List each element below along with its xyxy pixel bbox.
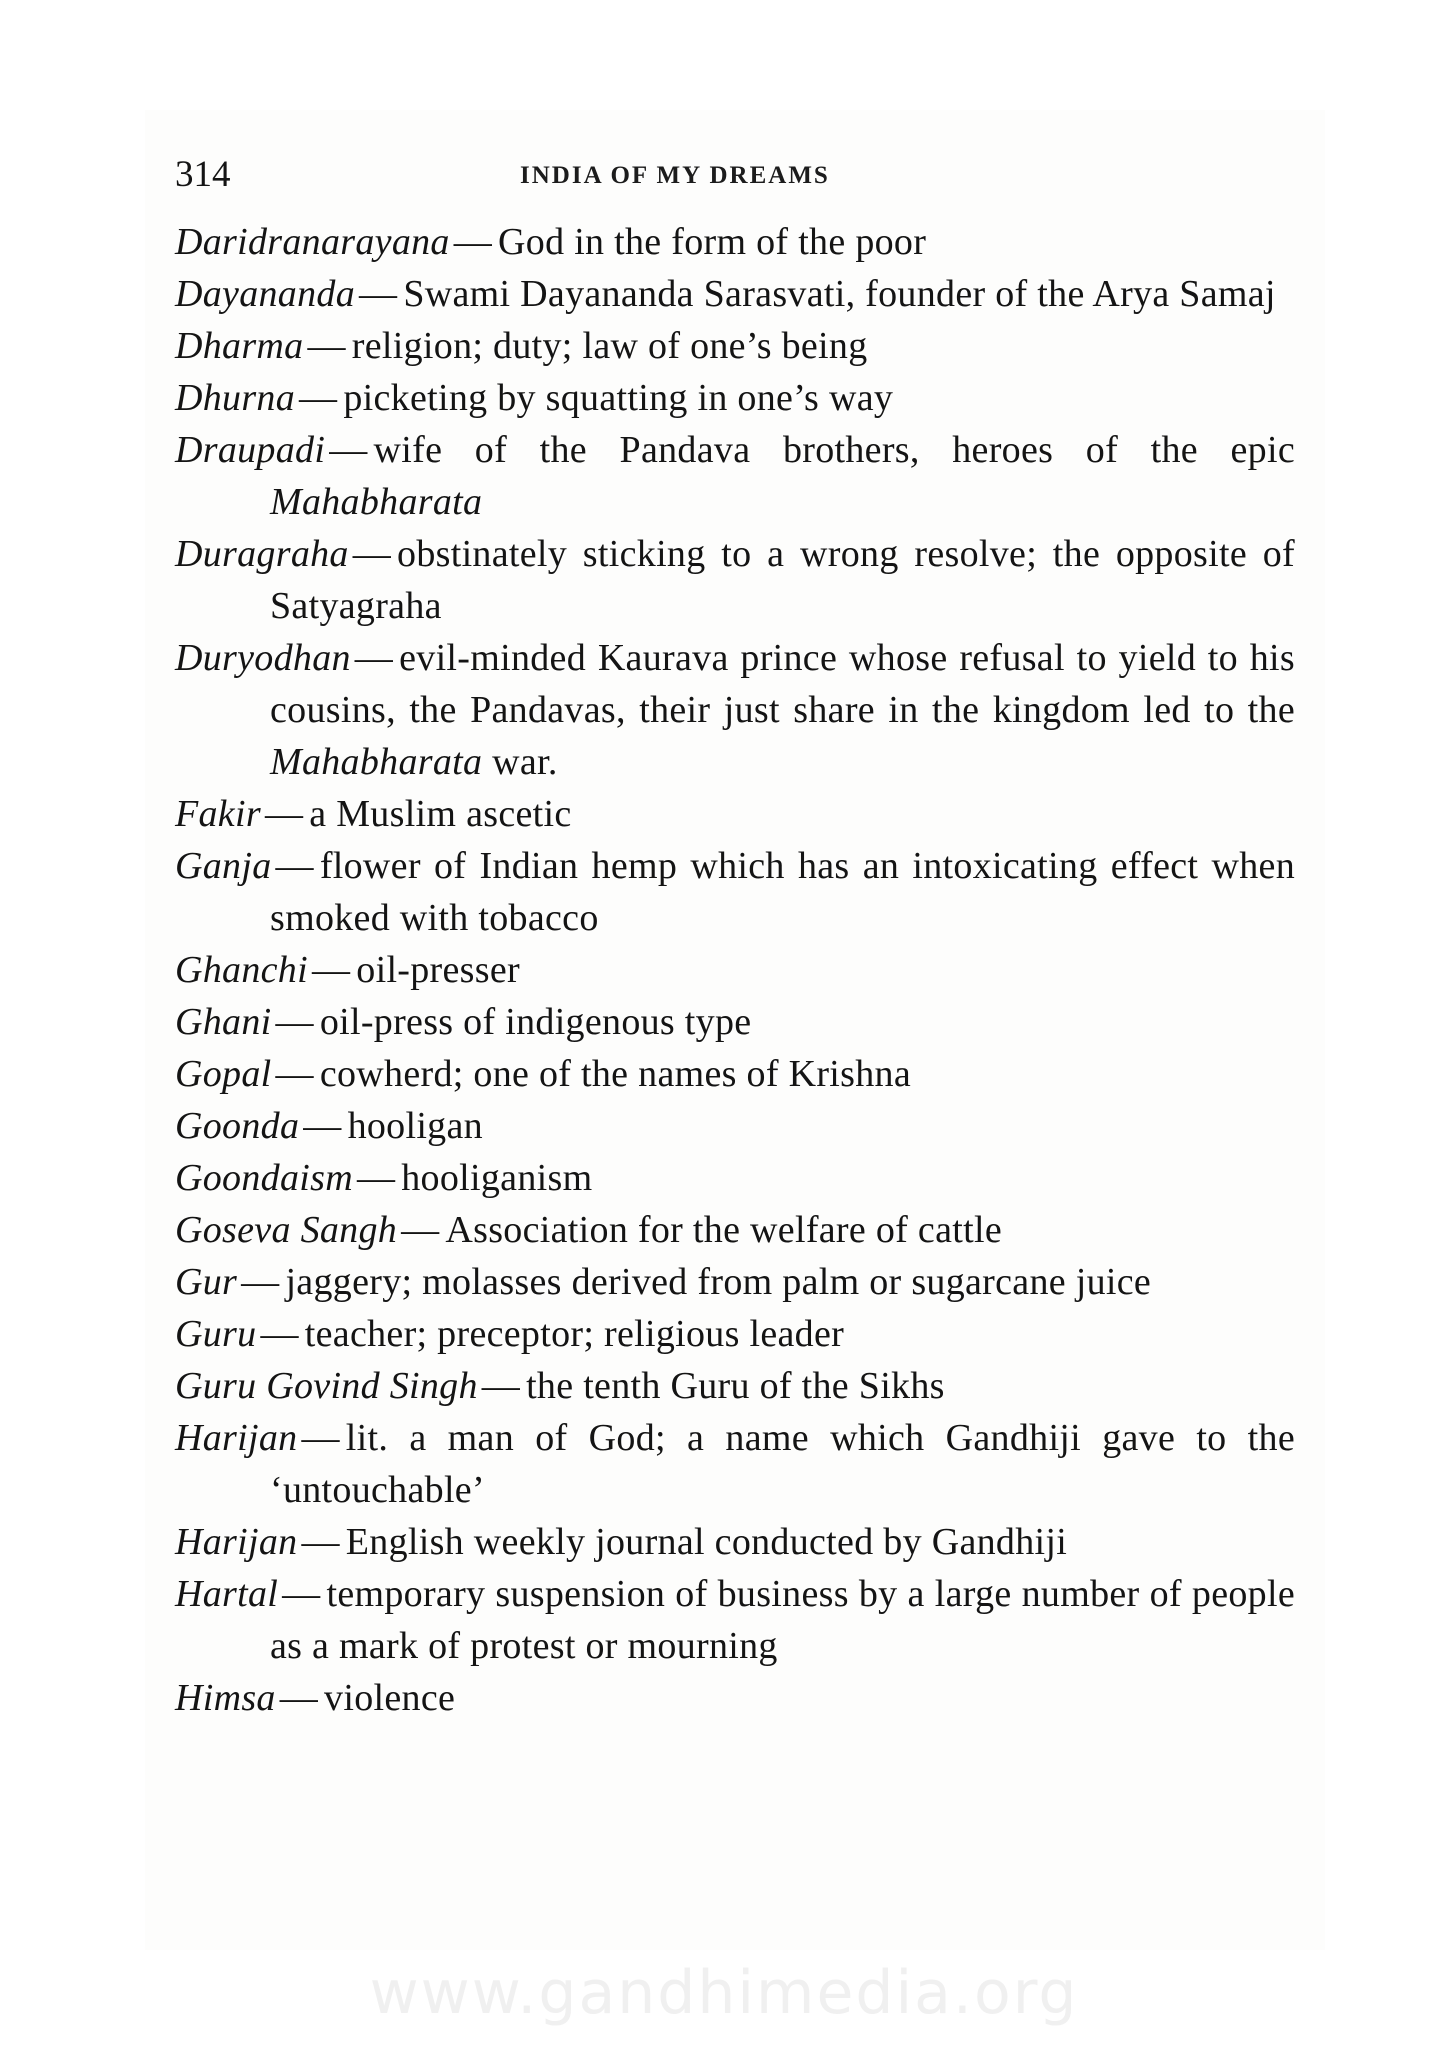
glossary-definition: oil-presser bbox=[356, 949, 520, 991]
glossary-entry bbox=[175, 1100, 1295, 1152]
em-dash-separator: — bbox=[453, 221, 493, 263]
em-dash-separator: — bbox=[354, 637, 394, 679]
page-header bbox=[175, 150, 1295, 200]
glossary-entry bbox=[175, 944, 1295, 996]
glossary-entry bbox=[175, 1672, 1295, 1724]
glossary-entry bbox=[175, 320, 1295, 372]
glossary-term: Goondaism bbox=[175, 1157, 353, 1199]
glossary-term: Himsa bbox=[175, 1677, 276, 1719]
glossary-term: Ghanchi bbox=[175, 949, 308, 991]
em-dash-separator: — bbox=[279, 1677, 319, 1719]
em-dash-separator: — bbox=[356, 1157, 396, 1199]
em-dash-separator: — bbox=[401, 1209, 440, 1251]
em-dash-separator: — bbox=[311, 949, 351, 991]
em-dash-separator: — bbox=[481, 1365, 521, 1407]
em-dash-separator: — bbox=[303, 1105, 342, 1147]
glossary-term: Harijan bbox=[175, 1417, 298, 1459]
glossary-term: Ghani bbox=[175, 1001, 272, 1043]
glossary-definition: jaggery; molasses derived from palm or sugarcane juice bbox=[285, 1261, 1152, 1303]
glossary-entry bbox=[175, 1568, 1295, 1672]
glossary-entry bbox=[175, 424, 1295, 528]
glossary-definition: English weekly journal conducted by Gandhiji bbox=[345, 1521, 1068, 1563]
glossary-definition: religion; duty; law of one’s being bbox=[351, 325, 868, 367]
glossary-definition: the tenth Guru of the Sikhs bbox=[526, 1365, 945, 1407]
glossary-definition: evil-minded Kaurava prince whose refusal to yield to his cousins, the Pandavas, their just share in the kingdom led to the bbox=[270, 637, 1295, 731]
glossary-definition: violence bbox=[324, 1677, 456, 1719]
glossary-entry bbox=[175, 268, 1295, 320]
glossary-term: Gur bbox=[175, 1261, 238, 1303]
glossary-term: Hartal bbox=[175, 1573, 279, 1615]
glossary-term: Harijan bbox=[175, 1521, 298, 1563]
glossary-term: Fakir bbox=[175, 793, 261, 835]
glossary-definition: a Muslim ascetic bbox=[309, 793, 572, 835]
glossary-term: Draupadi bbox=[175, 429, 326, 471]
definition-tail: war. bbox=[492, 741, 558, 783]
glossary-definition: God in the form of the poor bbox=[498, 221, 927, 263]
glossary-definition: obstinately sticking to a wrong resolve; the opposite of Satyagraha bbox=[270, 533, 1295, 627]
em-dash-separator: — bbox=[329, 429, 368, 471]
glossary-entry bbox=[175, 632, 1295, 788]
em-dash-separator: — bbox=[352, 533, 392, 575]
page-number: 314 bbox=[175, 154, 231, 195]
glossary-entry bbox=[175, 1256, 1295, 1308]
glossary-entry bbox=[175, 1204, 1295, 1256]
glossary-entry bbox=[175, 372, 1295, 424]
glossary-term: Guru Govind Singh bbox=[175, 1365, 478, 1407]
em-dash-separator: — bbox=[307, 325, 346, 367]
glossary-definition: Swami Dayananda Sarasvati, founder of the Arya Samaj bbox=[403, 273, 1276, 315]
glossary-definition: teacher; preceptor; religious leader bbox=[304, 1313, 845, 1355]
glossary-term: Duryodhan bbox=[175, 637, 351, 679]
glossary-entry bbox=[175, 1048, 1295, 1100]
glossary-term: Guru bbox=[175, 1313, 257, 1355]
glossary-definition: hooliganism bbox=[401, 1157, 593, 1199]
glossary-entry bbox=[175, 996, 1295, 1048]
glossary-definition: oil-press of indigenous type bbox=[319, 1001, 752, 1043]
watermark: www.gandhimedia.org bbox=[369, 1958, 1079, 2028]
glossary-entry bbox=[175, 216, 1295, 268]
em-dash-separator: — bbox=[260, 1313, 299, 1355]
glossary-definition: lit. a man of God; a name which Gandhiji gave to the ‘untouchable’ bbox=[270, 1417, 1295, 1511]
em-dash-separator: — bbox=[299, 377, 338, 419]
glossary-term: Dhurna bbox=[175, 377, 296, 419]
glossary-entry bbox=[175, 1152, 1295, 1204]
glossary-list bbox=[175, 216, 1295, 1724]
glossary-definition: flower of Indian hemp which has an intoxicating effect when smoked with tobacco bbox=[270, 845, 1295, 939]
glossary-definition: picketing by squatting in one’s way bbox=[343, 377, 894, 419]
em-dash-separator: — bbox=[282, 1573, 321, 1615]
definition-italic-title: Mahabharata bbox=[270, 741, 483, 783]
glossary-definition: wife of the Pandava brothers, heroes of the epic bbox=[373, 429, 1295, 471]
glossary-definition: hooligan bbox=[347, 1105, 483, 1147]
glossary-term: Dayananda bbox=[175, 273, 356, 315]
em-dash-separator: — bbox=[359, 273, 398, 315]
definition-italic-title: Mahabharata bbox=[270, 481, 483, 523]
em-dash-separator: — bbox=[264, 793, 304, 835]
em-dash-separator: — bbox=[275, 1053, 314, 1095]
glossary-entry bbox=[175, 840, 1295, 944]
glossary-definition: Association for the welfare of cattle bbox=[445, 1209, 1002, 1251]
glossary-term: Goonda bbox=[175, 1105, 300, 1147]
glossary-entry bbox=[175, 1412, 1295, 1516]
running-head: INDIA OF MY DREAMS bbox=[520, 162, 830, 189]
glossary-entry bbox=[175, 528, 1295, 632]
glossary-definition: temporary suspension of business by a large number of people as a mark of protest or mourning bbox=[270, 1573, 1295, 1667]
em-dash-separator: — bbox=[241, 1261, 280, 1303]
em-dash-separator: — bbox=[301, 1521, 340, 1563]
glossary-definition: cowherd; one of the names of Krishna bbox=[319, 1053, 911, 1095]
glossary-entry bbox=[175, 788, 1295, 840]
glossary-term: Daridranarayana bbox=[175, 221, 450, 263]
glossary-term: Ganja bbox=[175, 845, 272, 887]
glossary-term: Gopal bbox=[175, 1053, 272, 1095]
glossary-entry bbox=[175, 1516, 1295, 1568]
glossary-term: Dharma bbox=[175, 325, 304, 367]
em-dash-separator: — bbox=[275, 1001, 314, 1043]
glossary-term: Goseva Sangh bbox=[175, 1209, 398, 1251]
em-dash-separator: — bbox=[301, 1417, 340, 1459]
glossary-term: Duragraha bbox=[175, 533, 349, 575]
glossary-entry bbox=[175, 1360, 1295, 1412]
em-dash-separator: — bbox=[275, 845, 314, 887]
glossary-entry bbox=[175, 1308, 1295, 1360]
